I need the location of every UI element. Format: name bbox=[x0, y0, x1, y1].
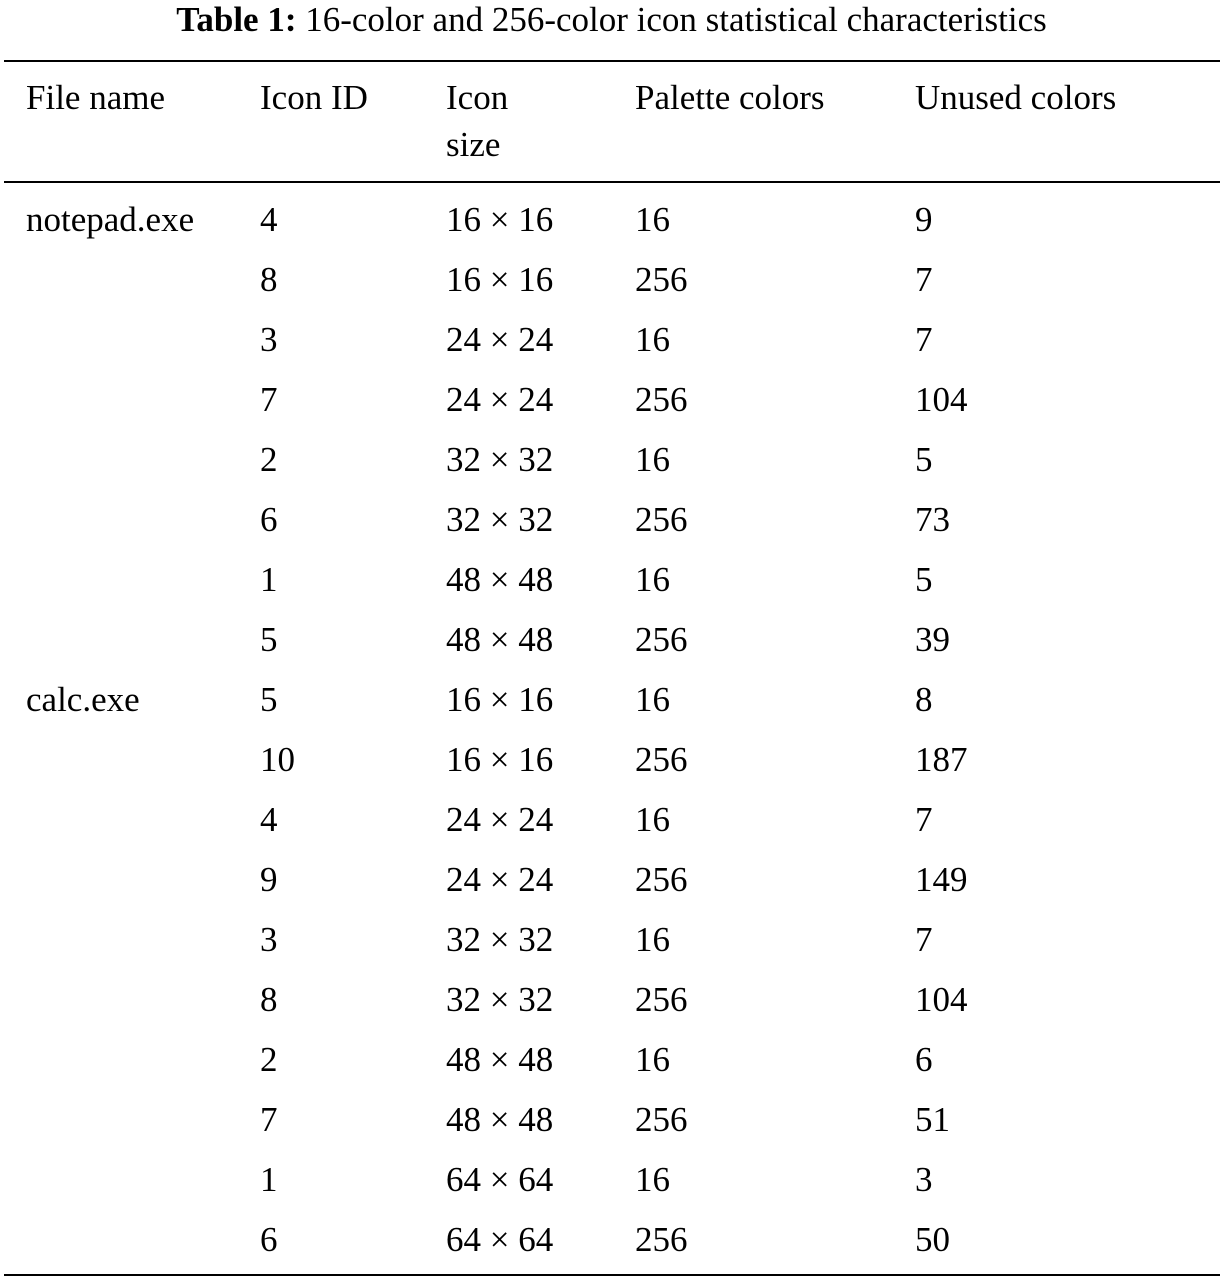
cell-unused-colors: 39 bbox=[915, 620, 950, 659]
cell-palette-colors: 16 bbox=[635, 1160, 670, 1199]
cell-palette-colors: 256 bbox=[635, 1100, 688, 1139]
cell-file-name bbox=[4, 1090, 260, 1150]
cell-icon-size: 16 × 16 bbox=[446, 680, 554, 719]
cell-palette-colors: 16 bbox=[635, 320, 670, 359]
cell-palette-colors: 16 bbox=[635, 1040, 670, 1079]
cell-icon-size: 16 × 16 bbox=[446, 200, 554, 239]
cell-icon-size: 32 × 32 bbox=[446, 500, 554, 539]
cell-icon-id: 9 bbox=[260, 860, 278, 899]
cell-unused-colors: 104 bbox=[915, 980, 968, 1019]
table-body bbox=[4, 190, 1220, 1270]
table-row bbox=[4, 910, 1220, 970]
cell-icon-size: 16 × 16 bbox=[446, 260, 554, 299]
cell-unused-colors: 7 bbox=[915, 800, 933, 839]
table-caption bbox=[0, 0, 1223, 40]
cell-unused-colors: 7 bbox=[915, 920, 933, 959]
cell-icon-id: 8 bbox=[260, 980, 278, 1019]
cell-icon-size: 24 × 24 bbox=[446, 800, 554, 839]
cell-palette-colors: 256 bbox=[635, 740, 688, 779]
table-row bbox=[4, 430, 1220, 490]
cell-icon-size: 48 × 48 bbox=[446, 1040, 554, 1079]
table-header bbox=[4, 74, 1220, 168]
cell-icon-id: 5 bbox=[260, 620, 278, 659]
cell-file-name bbox=[4, 250, 260, 310]
cell-file-name bbox=[4, 1030, 260, 1090]
header-line: Icon bbox=[446, 78, 509, 117]
cell-icon-id: 10 bbox=[260, 740, 295, 779]
table-row bbox=[4, 1210, 1220, 1270]
cell-icon-id: 2 bbox=[260, 440, 278, 479]
header-unused-colors bbox=[915, 74, 1220, 168]
cell-unused-colors: 6 bbox=[915, 1040, 933, 1079]
cell-icon-id: 7 bbox=[260, 1100, 278, 1139]
table-row bbox=[4, 310, 1220, 370]
cell-file-name bbox=[4, 790, 260, 850]
cell-icon-size: 24 × 24 bbox=[446, 320, 554, 359]
cell-icon-size: 48 × 48 bbox=[446, 1100, 554, 1139]
cell-file-name bbox=[4, 310, 260, 370]
cell-icon-id: 4 bbox=[260, 800, 278, 839]
cell-palette-colors: 256 bbox=[635, 260, 688, 299]
cell-file-name: notepad.exe bbox=[26, 200, 195, 239]
table-row bbox=[4, 670, 1220, 730]
cell-icon-id: 8 bbox=[260, 260, 278, 299]
cell-icon-id: 4 bbox=[260, 200, 278, 239]
cell-icon-id: 1 bbox=[260, 560, 278, 599]
cell-icon-id: 2 bbox=[260, 1040, 278, 1079]
header-palette-colors bbox=[635, 74, 915, 168]
header-file-name bbox=[4, 74, 260, 168]
table-row bbox=[4, 1030, 1220, 1090]
cell-palette-colors: 256 bbox=[635, 860, 688, 899]
cell-icon-size: 16 × 16 bbox=[446, 740, 554, 779]
header-line: size bbox=[446, 125, 501, 164]
cell-palette-colors: 256 bbox=[635, 620, 688, 659]
cell-icon-size: 32 × 32 bbox=[446, 920, 554, 959]
table-row bbox=[4, 1090, 1220, 1150]
table-row bbox=[4, 970, 1220, 1030]
caption-text: 16-color and 256-color icon statistical characteristics bbox=[305, 0, 1047, 39]
cell-palette-colors: 16 bbox=[635, 800, 670, 839]
cell-palette-colors: 256 bbox=[635, 1220, 688, 1259]
cell-icon-id: 1 bbox=[260, 1160, 278, 1199]
table-row bbox=[4, 790, 1220, 850]
cell-icon-size: 32 × 32 bbox=[446, 980, 554, 1019]
cell-palette-colors: 16 bbox=[635, 920, 670, 959]
header-line: File name bbox=[26, 78, 165, 117]
cell-unused-colors: 7 bbox=[915, 320, 933, 359]
table-row bbox=[4, 490, 1220, 550]
header-icon-id bbox=[260, 74, 446, 168]
cell-file-name: calc.exe bbox=[26, 680, 140, 719]
cell-icon-size: 64 × 64 bbox=[446, 1220, 554, 1259]
cell-unused-colors: 8 bbox=[915, 680, 933, 719]
cell-file-name bbox=[4, 490, 260, 550]
cell-palette-colors: 16 bbox=[635, 200, 670, 239]
header-line: Icon ID bbox=[260, 78, 368, 117]
cell-icon-size: 48 × 48 bbox=[446, 620, 554, 659]
cell-file-name bbox=[4, 910, 260, 970]
cell-palette-colors: 256 bbox=[635, 380, 688, 419]
cell-file-name bbox=[4, 610, 260, 670]
cell-unused-colors: 149 bbox=[915, 860, 968, 899]
cell-unused-colors: 5 bbox=[915, 440, 933, 479]
table-row bbox=[4, 610, 1220, 670]
cell-file-name bbox=[4, 1210, 260, 1270]
table-row bbox=[4, 550, 1220, 610]
cell-icon-size: 24 × 24 bbox=[446, 380, 554, 419]
cell-unused-colors: 187 bbox=[915, 740, 968, 779]
cell-unused-colors: 51 bbox=[915, 1100, 950, 1139]
cell-unused-colors: 3 bbox=[915, 1160, 933, 1199]
header-row bbox=[4, 74, 1220, 168]
cell-palette-colors: 256 bbox=[635, 500, 688, 539]
cell-unused-colors: 50 bbox=[915, 1220, 950, 1259]
cell-file-name bbox=[4, 430, 260, 490]
cell-palette-colors: 16 bbox=[635, 680, 670, 719]
cell-palette-colors: 16 bbox=[635, 560, 670, 599]
cell-palette-colors: 256 bbox=[635, 980, 688, 1019]
cell-icon-id: 6 bbox=[260, 1220, 278, 1259]
top-rule bbox=[4, 60, 1220, 62]
table-row bbox=[4, 190, 1220, 250]
cell-icon-id: 3 bbox=[260, 320, 278, 359]
table-row bbox=[4, 370, 1220, 430]
header-rule bbox=[4, 181, 1220, 183]
cell-icon-id: 7 bbox=[260, 380, 278, 419]
cell-unused-colors: 7 bbox=[915, 260, 933, 299]
cell-file-name bbox=[4, 1150, 260, 1210]
cell-icon-id: 5 bbox=[260, 680, 278, 719]
cell-palette-colors: 16 bbox=[635, 440, 670, 479]
table-row bbox=[4, 1150, 1220, 1210]
cell-icon-size: 32 × 32 bbox=[446, 440, 554, 479]
cell-icon-size: 48 × 48 bbox=[446, 560, 554, 599]
cell-unused-colors: 104 bbox=[915, 380, 968, 419]
cell-icon-size: 64 × 64 bbox=[446, 1160, 554, 1199]
cell-unused-colors: 9 bbox=[915, 200, 933, 239]
cell-icon-size: 24 × 24 bbox=[446, 860, 554, 899]
cell-icon-id: 6 bbox=[260, 500, 278, 539]
caption-label: Table 1: bbox=[176, 0, 297, 39]
cell-file-name bbox=[4, 850, 260, 910]
table-row bbox=[4, 250, 1220, 310]
cell-unused-colors: 5 bbox=[915, 560, 933, 599]
header-line: Unused colors bbox=[915, 78, 1117, 117]
cell-file-name bbox=[4, 370, 260, 430]
cell-file-name bbox=[4, 970, 260, 1030]
cell-unused-colors: 73 bbox=[915, 500, 950, 539]
bottom-rule bbox=[4, 1274, 1220, 1276]
cell-file-name bbox=[4, 730, 260, 790]
cell-file-name bbox=[4, 550, 260, 610]
table-row bbox=[4, 730, 1220, 790]
header-icon-size bbox=[446, 74, 635, 168]
cell-icon-id: 3 bbox=[260, 920, 278, 959]
header-line: Palette colors bbox=[635, 78, 825, 117]
table-row bbox=[4, 850, 1220, 910]
